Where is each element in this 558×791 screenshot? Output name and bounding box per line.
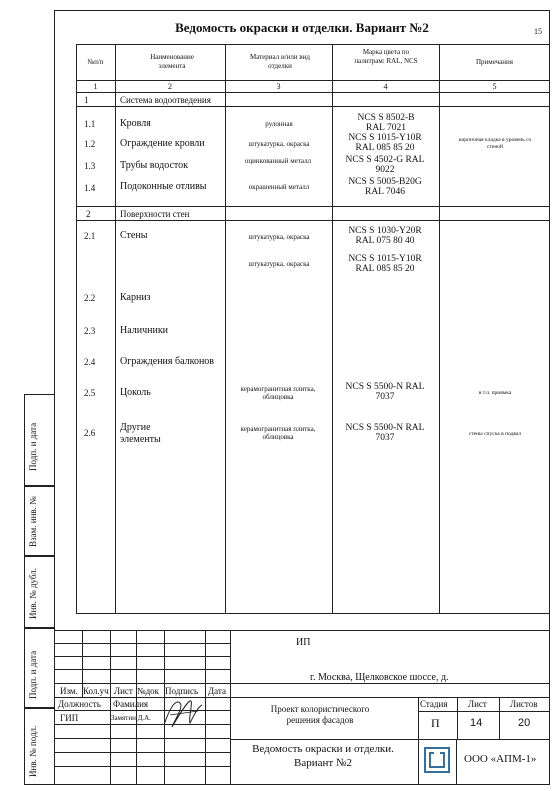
title-block-company-top: ИП xyxy=(296,637,311,648)
row-material: оцинкованный металл xyxy=(244,157,312,165)
row-number: 1.3 xyxy=(84,161,96,171)
row-material: окрашенный металл xyxy=(248,183,310,191)
title-block-sheet-title: Ведомость окраски и отделки. Вариант №2 xyxy=(252,743,394,769)
title-block-address: г. Москва, Щелковское шоссе, д. xyxy=(310,672,449,683)
row-number: 1.4 xyxy=(84,183,96,193)
company-logo-icon xyxy=(424,747,450,773)
column-number: 5 xyxy=(492,82,497,91)
header-name: Наименование элемента xyxy=(150,53,194,70)
row-note: стены спуска в подвал xyxy=(468,431,522,437)
title-block-line xyxy=(54,643,230,644)
table-row-divider xyxy=(76,220,550,221)
row-element-name: Стены xyxy=(120,230,148,241)
title-block-line xyxy=(230,739,550,740)
side-stamp-label: Подп. и дата xyxy=(28,650,38,699)
title-block-line xyxy=(457,697,458,739)
column-number: 4 xyxy=(383,82,388,91)
section-title: Поверхности стен xyxy=(120,209,190,219)
row-element-name: Ограждения балконов xyxy=(120,356,215,367)
title-block-line xyxy=(54,669,230,670)
table-col-divider xyxy=(439,44,440,614)
table-row-divider xyxy=(76,92,550,93)
page-number: 15 xyxy=(534,27,542,36)
title-block-project: Проект колористического решения фасадов xyxy=(270,704,370,725)
title-block-col-header: Лист xyxy=(114,686,133,696)
row-number: 2.1 xyxy=(84,231,96,241)
row-element-name: Другие элементы xyxy=(120,422,161,445)
row-number: 2.5 xyxy=(84,388,96,398)
row-note: кирпичная кладка в уровень со стеной xyxy=(458,137,532,150)
header-material: Материал и/или вид отделки xyxy=(249,53,310,70)
stage-label: Стадия xyxy=(420,699,448,709)
row-color-code: NCS S 8502-B RAL 7021 xyxy=(357,113,415,133)
column-number: 1 xyxy=(93,82,98,91)
side-stamp-box xyxy=(24,394,54,486)
table-col-divider xyxy=(225,44,226,614)
title-block-line xyxy=(54,766,230,767)
title-block-line xyxy=(54,752,230,753)
side-stamp-box xyxy=(24,708,54,785)
side-stamp-box xyxy=(24,556,54,628)
title-block-line xyxy=(418,697,419,785)
section-number: 1 xyxy=(84,95,89,105)
section-title: Система водоотведения xyxy=(120,95,211,105)
table-row-divider xyxy=(76,206,550,207)
title-block-col-header: Изм. xyxy=(60,686,78,696)
title-block-col-header: Подпись xyxy=(165,686,199,696)
row-number: 2.6 xyxy=(84,428,96,438)
title-block-line xyxy=(54,738,230,739)
title-block-col-header: №док xyxy=(137,686,160,696)
row-color-code: NCS S 5500-N RAL 7037 xyxy=(345,382,425,402)
row-element-name: Ограждение кровли xyxy=(120,138,205,149)
side-stamp-label: Взам. инв. № xyxy=(28,496,38,547)
title-block-line xyxy=(499,697,500,739)
side-stamp-label: Инв. № дубл. xyxy=(28,568,38,619)
row-element-name: Карниз xyxy=(120,292,151,303)
row-element-name: Кровля xyxy=(120,118,151,129)
title-block-name-header: Фамилия xyxy=(113,699,149,709)
row-color-code: NCS S 1030-Y20R RAL 075 80 40 xyxy=(348,226,422,246)
row-note: в т.ч. приямка xyxy=(478,390,512,396)
table-col-divider xyxy=(332,44,333,614)
row-material: штукатурка, окраска xyxy=(248,233,310,241)
row-element-name: Наличники xyxy=(120,325,169,336)
sheet-label: Лист xyxy=(468,699,487,709)
sheet-value: 14 xyxy=(470,717,483,729)
column-number: 3 xyxy=(276,82,281,91)
header-color: Марка цвета по палитрам: RAL, NCS xyxy=(354,48,418,65)
side-stamp-box xyxy=(24,486,54,556)
row-number: 2.4 xyxy=(84,357,96,367)
row-color-code: NCS S 1015-Y10R RAL 085 85 20 xyxy=(348,133,422,153)
stage-value: П xyxy=(431,716,440,730)
title-block-col-header: Кол.уч xyxy=(83,686,109,696)
row-number: 1.2 xyxy=(84,139,96,149)
title-block-line xyxy=(418,711,550,712)
side-stamp-label: Подп. и дата xyxy=(28,422,38,471)
handwritten-signature xyxy=(160,697,206,729)
row-element-name: Подоконные отливы xyxy=(120,181,207,192)
title-block-line xyxy=(110,630,111,785)
side-stamp-box xyxy=(24,628,54,708)
row-color-code: NCS S 5500-N RAL 7037 xyxy=(345,423,425,443)
row-number: 1.1 xyxy=(84,119,96,129)
table-row-divider xyxy=(76,80,550,81)
title-block-line xyxy=(54,683,550,684)
row-number: 2.3 xyxy=(84,326,96,336)
title-block-role-header: Должность xyxy=(58,699,101,709)
title-block-line xyxy=(456,739,457,785)
row-material: штукатурка, окраска xyxy=(248,140,310,148)
row-element-name: Цоколь xyxy=(120,387,151,398)
sheets-value: 20 xyxy=(518,717,531,729)
section-number: 2 xyxy=(86,209,91,219)
title-block-line xyxy=(54,656,230,657)
title-block-border xyxy=(54,630,550,631)
document-title: Ведомость окраски и отделки. Вариант №2 xyxy=(175,20,429,35)
row-material: рулонная xyxy=(265,120,293,128)
table-row-divider xyxy=(76,106,550,107)
row-element-name: Трубы водосток xyxy=(120,160,189,171)
header-num: №п/п xyxy=(87,58,104,66)
company-name: ООО «АПМ-1» xyxy=(464,753,537,765)
row-color-code: NCS S 4502-G RAL 9022 xyxy=(345,155,425,175)
row-material: керамогранитная плитка, облицовка xyxy=(240,385,316,401)
row-material: штукатурка, окраска xyxy=(248,260,310,268)
title-block-role: ГИП xyxy=(60,713,79,723)
column-number: 2 xyxy=(168,82,172,91)
row-material: керамогранитная плитка, облицовка xyxy=(240,425,316,441)
title-block-person: Замятин Д.А. xyxy=(111,714,151,722)
title-block-line xyxy=(230,630,231,785)
row-number: 2.2 xyxy=(84,293,96,303)
header-notes: Примечания xyxy=(475,58,513,66)
row-color-code: NCS S 5005-B20G RAL 7046 xyxy=(348,177,422,197)
title-block-line xyxy=(230,697,550,698)
title-block-col-header: Дата xyxy=(208,686,226,696)
side-stamp-label: Инв. № подл. xyxy=(28,725,38,777)
row-color-code: NCS S 1015-Y10R RAL 085 85 20 xyxy=(348,254,422,274)
table-col-divider xyxy=(115,44,116,614)
sheets-label: Листов xyxy=(510,699,538,709)
